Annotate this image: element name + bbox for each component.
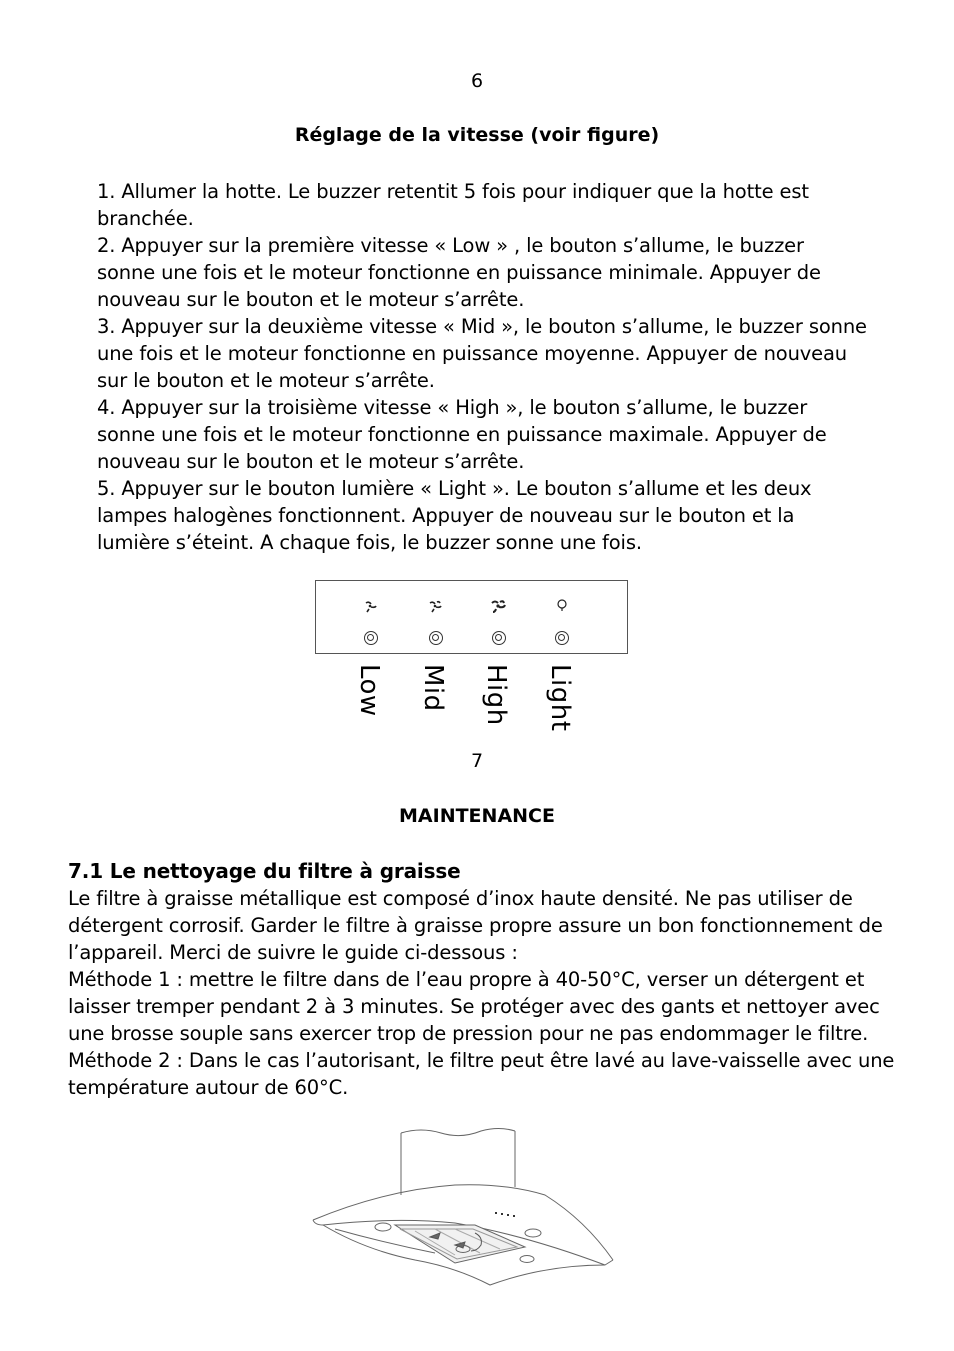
page-number: 6 xyxy=(470,70,484,92)
fan-mid-icon xyxy=(421,597,451,617)
fan-high-icon xyxy=(484,597,514,617)
range-hood-illustration xyxy=(305,1125,615,1290)
low-button[interactable] xyxy=(364,631,378,645)
filter-paragraph: Le filtre à graisse métallique est composé d’inox haute densité. Ne pas utiliser de détergent corrosif. Garder le filtre à graisse propre assure un bon fonctionnement de l’appareil. Merci de suivre le guide ci-dessous : xyxy=(68,887,883,964)
speed-step: 3. Appuyer sur la deuxième vitesse « Mid », le bouton s’allume, le buzzer sonne une fois et le moteur fonctionne en puissance moyenne. Appuyer de nouveau sur le bouton et le moteur s’arrête. xyxy=(97,315,867,392)
speed-steps xyxy=(97,178,867,556)
mid-control xyxy=(421,597,451,645)
light-label: Light xyxy=(545,664,575,732)
section-number: 7 xyxy=(470,750,484,772)
low-label: Low xyxy=(354,664,384,717)
speed-step: 4. Appuyer sur la troisième vitesse « High », le bouton s’allume, le buzzer sonne une fois et le moteur fonctionne en puissance maximale. Appuyer de nouveau sur le bouton et le moteur s’arrête. xyxy=(97,396,827,473)
filter-paragraph: Méthode 1 : mettre le filtre dans de l’eau propre à 40-50°C, verser un détergent et laisser tremper pendant 2 à 3 minutes. Se protéger avec des gants et nettoyer avec une brosse souple sans exercer trop de pression pour ne pas endommager le filtre. xyxy=(68,968,880,1045)
control-panel-figure xyxy=(315,580,628,654)
speed-step: 5. Appuyer sur le bouton lumière « Light ». Le bouton s’allume et les deux lampes halogènes fonctionnent. Appuyer de nouveau sur le bouton et la lumière s’éteint. A chaque fois, le buzzer sonne une fois. xyxy=(97,477,812,554)
filter-cleaning-section xyxy=(68,857,898,1101)
fan-low-icon xyxy=(356,597,386,617)
filter-paragraph: Méthode 2 : Dans le cas l’autorisant, le filtre peut être lavé au lave-vaisselle avec une température autour de 60°C. xyxy=(68,1049,895,1099)
low-control xyxy=(356,597,386,645)
maintenance-title: MAINTENANCE xyxy=(399,805,555,827)
light-control xyxy=(547,597,577,645)
mid-button[interactable] xyxy=(429,631,443,645)
high-control xyxy=(484,597,514,645)
speed-step: 1. Allumer la hotte. Le buzzer retentit 5 fois pour indiquer que la hotte est branchée. xyxy=(97,180,809,230)
filter-section-title: 7.1 Le nettoyage du filtre à graisse xyxy=(68,859,461,883)
high-label: High xyxy=(481,664,511,726)
light-bulb-icon xyxy=(547,597,577,617)
speed-step: 2. Appuyer sur la première vitesse « Low » , le bouton s’allume, le buzzer sonne une fois et le moteur fonctionne en puissance minimale. Appuyer de nouveau sur le bouton et le moteur s’arrête. xyxy=(97,234,821,311)
mid-label: Mid xyxy=(418,664,448,712)
high-button[interactable] xyxy=(492,631,506,645)
speed-section-title: Réglage de la vitesse (voir figure) xyxy=(294,124,660,146)
light-button[interactable] xyxy=(555,631,569,645)
